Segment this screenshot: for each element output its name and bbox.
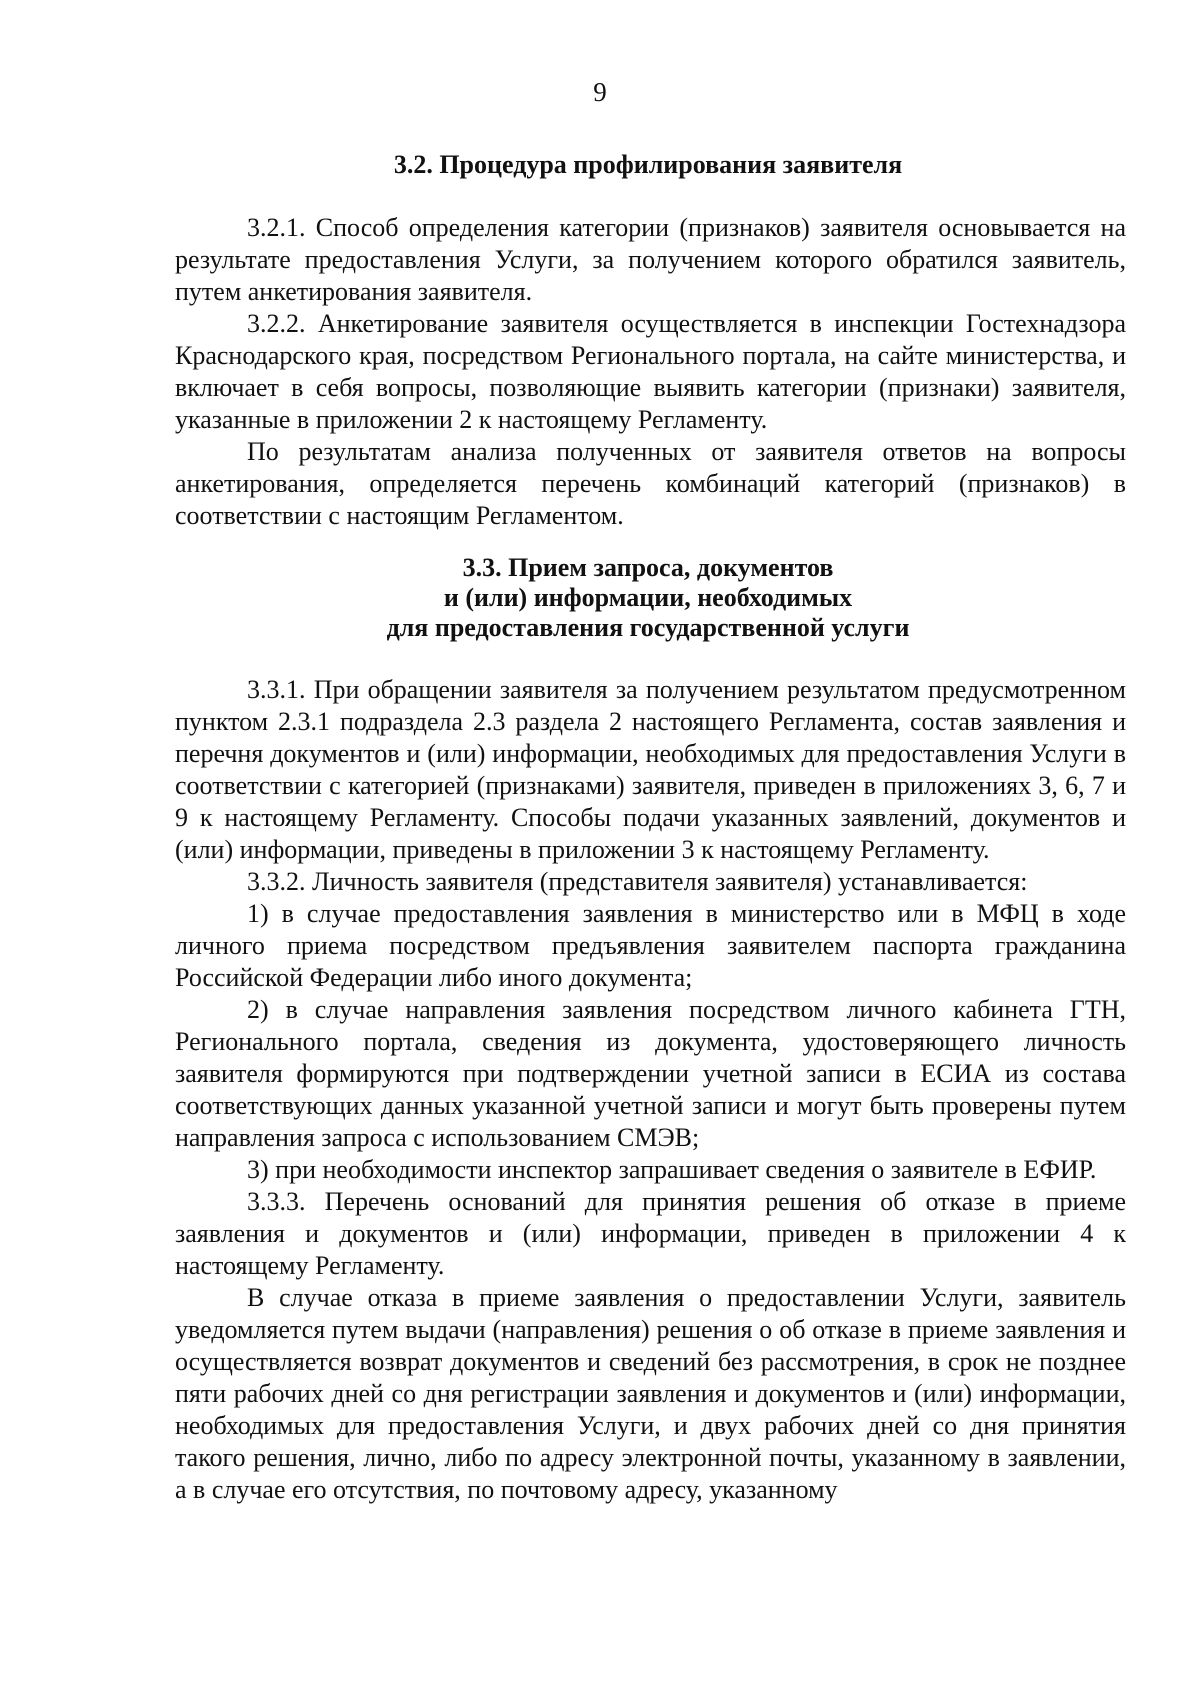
section-3-3-body (175, 674, 1126, 1506)
list-item-1: 1) в случае предоставления заявления в министерство или в МФЦ в ходе личного приема посредством предъявления заявителем паспорта гражданина Российской Федерации либо иного документа; (175, 899, 1126, 992)
section-3-3-heading-line: и (или) информации, необходимых (443, 583, 853, 612)
page-number: 9 (593, 77, 607, 107)
paragraph-3-3-3: 3.3.3. Перечень оснований для принятия решения об отказе в приеме заявления и документов и (или) информации, приведен в приложении 4 к настоящему Регламенту. (175, 1187, 1126, 1280)
paragraph-refusal: В случае отказа в приеме заявления о предоставлении Услуги, заявитель уведомляется путем выдачи (направления) решения о об отказе в приеме заявления и осуществляется возврат документов и сведений без рассмотрения, в срок не позднее пяти рабочих дней со дня регистрации заявления и документов и (или) информации, необходимых для предоставления Услуги, и двух рабочих дней со дня принятия такого решения, лично, либо по адресу электронной почты, указанному в заявлении, а в случае его отсутствия, по почтовому адресу, указанному (175, 1283, 1126, 1504)
section-3-3-heading (170, 553, 1126, 643)
paragraph-3-2-2: 3.2.2. Анкетирование заявителя осуществляется в инспекции Гостехнадзора Краснодарского края, посредством Регионального портала, на сайте министерства, и включает в себя вопросы, позволяющие выявить категории (признаки) заявителя, указанные в приложении 2 к настоящему Регламенту. (175, 309, 1126, 434)
paragraph-3-2-1: 3.2.1. Способ определения категории (признаков) заявителя основывается на результате предоставления Услуги, за получением которого обратился заявитель, путем анкетирования заявителя. (175, 213, 1126, 306)
section-3-3-heading-line: для предоставления государственной услуги (386, 613, 910, 642)
section-3-2-heading-text: 3.2. Процедура профилирования заявителя (393, 150, 903, 179)
paragraph-3-3-2: 3.3.2. Личность заявителя (представителя заявителя) устанавливается: (247, 867, 1028, 896)
list-item-3: 3) при необходимости инспектор запрашивает сведения о заявителе в ЕФИР. (247, 1155, 1097, 1184)
section-3-2-heading (170, 150, 1126, 180)
section-3-3-heading-line: 3.3. Прием запроса, документов (462, 553, 834, 582)
section-3-2-body (175, 212, 1126, 532)
list-item-2: 2) в случае направления заявления посредством личного кабинета ГТН, Регионального портала, сведения из документа, удостоверяющего личность заявителя формируются при подтверждении учетной записи в ЕСИА из состава соответствующих данных указанной учетной записи и могут быть проверены путем направления запроса с использованием СМЭВ; (175, 995, 1126, 1152)
paragraph-3-2-results: По результатам анализа полученных от заявителя ответов на вопросы анкетирования, определяется перечень комбинаций категорий (признаков) в соответствии с настоящим Регламентом. (175, 437, 1126, 530)
paragraph-3-3-1: 3.3.1. При обращении заявителя за получением результатом предусмотренном пунктом 2.3.1 подраздела 2.3 раздела 2 настоящего Регламента, состав заявления и перечня документов и (или) информации, необходимых для предоставления Услуги в соответствии с категорией (признаками) заявителя, приведен в приложениях 3, 6, 7 и 9 к настоящему Регламенту. Способы подачи указанных заявлений, документов и (или) информации, приведены в приложении 3 к настоящему Регламенту. (175, 675, 1126, 864)
